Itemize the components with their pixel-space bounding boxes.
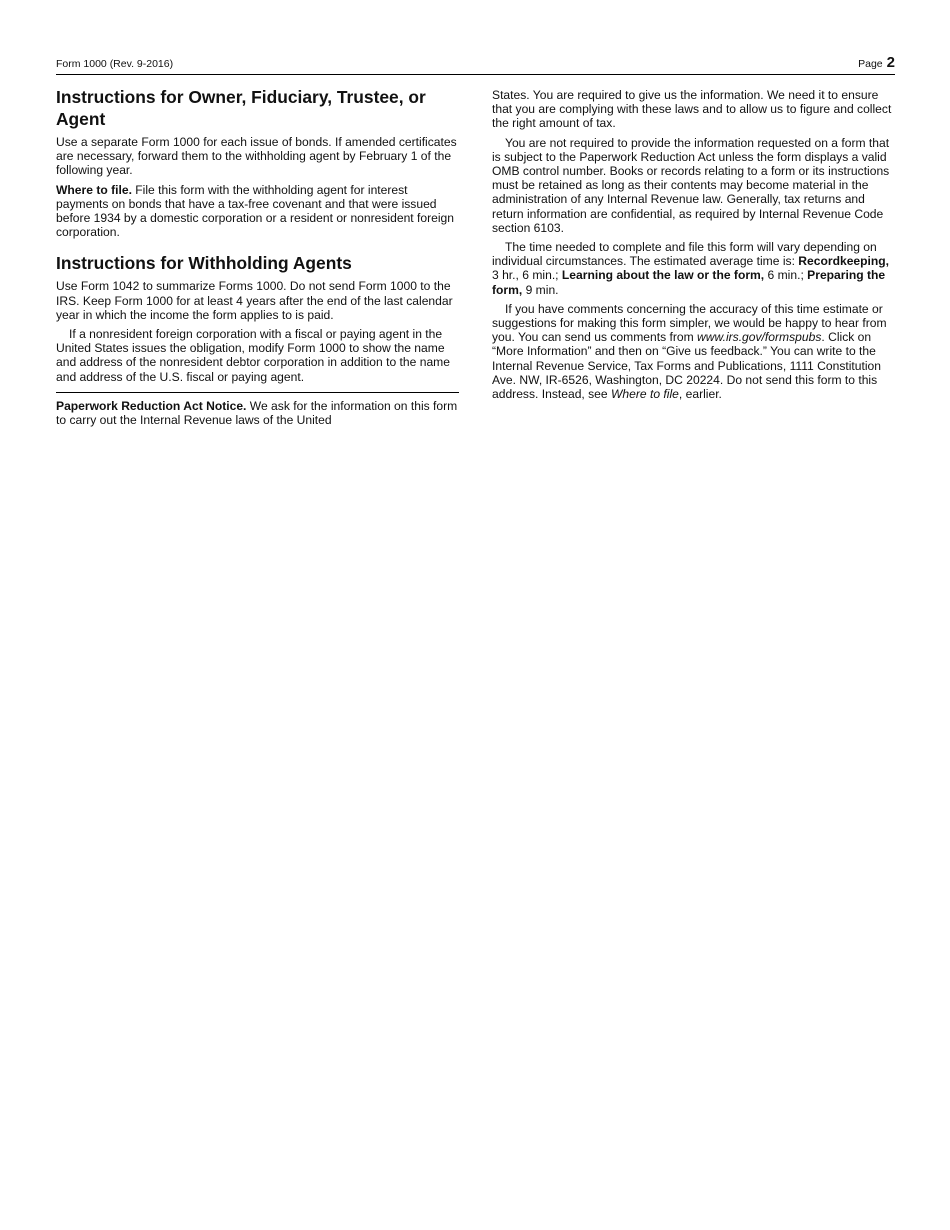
learning-label: Learning about the law or the form, [561,268,765,283]
comments-text-a: If you have comments concerning the accuracy of this time estimate or suggestions for making this form simpler, we would be happy to hear from you. You can send us comments from [492,301,887,345]
page-label: Page [858,58,883,70]
owner-instructions-heading: Instructions for Owner, Fiduciary, Trustee, or Agent [56,87,426,129]
preparing-label: Preparing the form, [492,268,886,297]
preparing-time: 9 min. [522,282,559,297]
comments-text-c: , earlier. [678,387,722,402]
comments-paragraph [492,302,895,401]
paperwork-notice-paragraph [56,399,459,427]
left-column [56,86,459,432]
agents-paragraph-1: Use Form 1042 to summarize Forms 1000. Do not send Form 1000 to the IRS. Keep Form 1000 for at least 4 years after the end of the last calendar year in which the income the form applies to is paid. [56,279,453,322]
where-to-file-text: File this form with the withholding agent for interest payments on bonds that have a tax-free covenant and that were issued before 1934 by a domestic corporation or a resident or nonresident foreign corporation. [56,182,454,240]
recordkeeping-time: 3 hr., 6 min.; [492,268,562,283]
agents-paragraph-2: If a nonresident foreign corporation with a fiscal or paying agent in the United States issues the obligation, modify Form 1000 to show the name and address of the nonresident debtor corporation in addition to the name and address of the U.S. fiscal or paying agent. [56,327,450,384]
where-to-file-paragraph [56,183,459,240]
form-identifier: Form 1000 (Rev. 9-2016) [56,58,174,70]
paperwork-notice-label: Paperwork Reduction Act Notice. [56,398,247,413]
where-to-file-label: Where to file. [56,182,132,197]
section-divider [56,392,459,393]
page-header [56,54,895,75]
learning-time: 6 min.; [764,268,808,283]
comments-text-b: . Click on “More Information” and then on “Give us feedback.” You can write to the Internal Revenue Service, Tax Forms and Publications, 1111 Constitution Ave. NW, IR-6526, Washington, DC 20224. Do not send this form to this address. Instead, see [492,330,881,402]
right-column [492,88,895,406]
withholding-agents-heading: Instructions for Withholding Agents [56,253,352,274]
time-estimate-intro: The time needed to complete and file this form will vary depending on individual circumstances. The estimated average time is: [492,240,877,269]
page-number: 2 [886,54,895,71]
notice-continued-paragraph: States. You are required to give us the information. We need it to ensure that you are complying with these laws and to allow us to figure and collect the right amount of tax. [492,88,892,131]
irs-url-link[interactable]: www.irs.gov/formspubs [697,330,822,345]
where-to-file-reference: Where to file [611,387,679,402]
paperwork-notice-text: We ask for the information on this form to carry out the Internal Revenue laws of the United [56,398,458,428]
time-estimate-paragraph [492,240,895,297]
recordkeeping-label: Recordkeeping, [798,254,890,269]
omb-paragraph: You are not required to provide the information requested on a form that is subject to the Paperwork Reduction Act unless the form displays a valid OMB control number. Books or records relating to a form or its instructions must be retained as long as their contents may become material in the administration of any Internal Revenue law. Generally, tax returns and return information are confidential, as required by Internal Revenue Code section 6103. [492,135,890,235]
page-indicator [858,54,895,71]
owner-paragraph: Use a separate Form 1000 for each issue of bonds. If amended certificates are necessary, forward them to the withholding agent by February 1 of the following year. [56,135,457,178]
